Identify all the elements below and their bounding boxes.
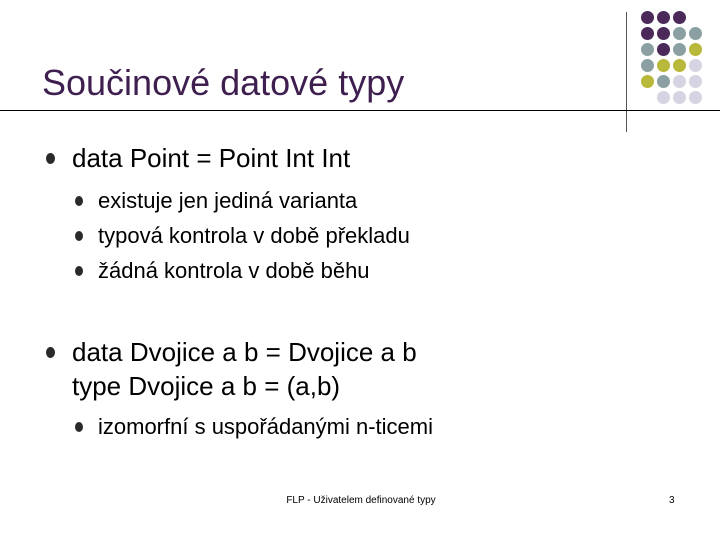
sub-bullet-icon xyxy=(75,231,83,241)
sub-bullet-text: izomorfní s uspořádanými n-ticemi xyxy=(98,414,434,439)
sub-bullet-text: žádná kontrola v době běhu xyxy=(98,258,370,283)
decorative-dot xyxy=(641,59,654,72)
slide-title: Součinové datové typy xyxy=(42,62,405,103)
footer xyxy=(0,495,720,506)
decorative-dot xyxy=(657,43,670,56)
decorative-dot xyxy=(641,43,654,56)
decorative-dot xyxy=(641,75,654,88)
sub-bullet-text: existuje jen jediná varianta xyxy=(98,188,358,213)
title-underline xyxy=(0,110,720,111)
bullet-text: data Point = Point Int Int xyxy=(72,143,351,173)
bullet-icon xyxy=(46,347,55,358)
decorative-dot xyxy=(689,59,702,72)
sub-bullet-icon xyxy=(75,196,83,206)
decorative-dot xyxy=(673,11,686,24)
page-number: 3 xyxy=(669,495,675,506)
footer-text: FLP - Uživatelem definované typy xyxy=(286,495,436,506)
sub-bullet-icon xyxy=(75,422,83,432)
bullet-text-line: data Dvojice a b = Dvojice a b xyxy=(72,337,417,367)
bullet-icon xyxy=(46,153,55,164)
decorative-dot xyxy=(657,11,670,24)
decorative-dot xyxy=(673,75,686,88)
decorative-dot xyxy=(673,27,686,40)
decorative-dot xyxy=(641,11,654,24)
decorative-dot xyxy=(689,75,702,88)
decorative-dot xyxy=(673,91,686,104)
bullet-text-line: type Dvojice a b = (a,b) xyxy=(72,371,341,401)
decorative-dot xyxy=(657,59,670,72)
vertical-divider xyxy=(626,12,627,132)
decorative-dot xyxy=(657,91,670,104)
decorative-dot xyxy=(673,59,686,72)
decorative-dot xyxy=(657,27,670,40)
decorative-dot xyxy=(657,75,670,88)
decorative-dot xyxy=(689,91,702,104)
sub-bullet-icon xyxy=(75,266,83,276)
decorative-dot xyxy=(673,43,686,56)
decorative-dot xyxy=(689,27,702,40)
decorative-dot xyxy=(641,27,654,40)
decorative-dot xyxy=(689,43,702,56)
sub-bullet-text: typová kontrola v době překladu xyxy=(98,223,410,248)
